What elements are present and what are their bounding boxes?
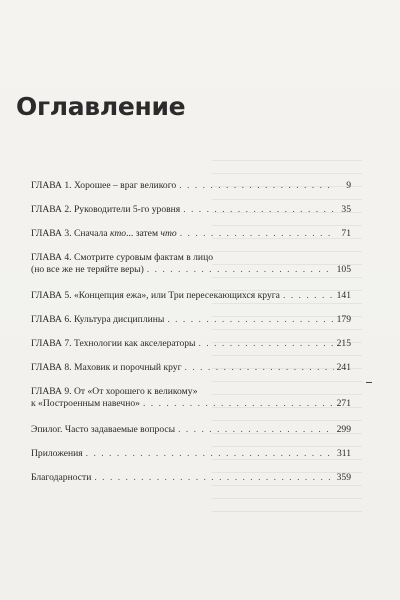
dot-leader xyxy=(178,424,334,436)
margin-mark xyxy=(366,382,372,383)
toc-entry-title: ГЛАВА 5. «Концепция ежа», или Три пересекающихся круга xyxy=(31,290,280,301)
toc-entry-title-line1: ГЛАВА 4. Смотрите суровым фактам в лицо xyxy=(31,252,213,263)
toc-entry-chapter-3[interactable] xyxy=(31,228,351,240)
dot-leader xyxy=(183,204,334,216)
toc-entry-title: ГЛАВА 2. Руководители 5-го уровня xyxy=(31,204,181,215)
dot-leader xyxy=(179,180,334,192)
toc-entry-title: ГЛАВА 8. Маховик и порочный круг xyxy=(31,362,182,373)
toc-page-number: 179 xyxy=(336,314,351,325)
toc-page-number: 299 xyxy=(336,424,351,435)
dot-leader xyxy=(283,290,334,302)
toc-page-number: 311 xyxy=(336,448,351,459)
toc-entry-title: ГЛАВА 3. Сначала кто... затем что xyxy=(31,228,177,239)
toc-entry-title: ГЛАВА 7. Технологии как акселераторы xyxy=(31,338,196,349)
toc-entry-title-line1: ГЛАВА 9. От «От хорошего к великому» xyxy=(31,386,198,397)
page-title: Оглавление xyxy=(16,92,186,121)
dot-leader xyxy=(147,264,334,276)
toc-entry-chapter-9[interactable] xyxy=(31,386,351,410)
toc-entry-chapter-5[interactable] xyxy=(31,290,351,302)
dot-leader xyxy=(86,448,334,460)
toc-page-number: 141 xyxy=(336,290,351,301)
toc-page-number: 105 xyxy=(336,264,351,275)
dot-leader xyxy=(199,338,334,350)
toc-entry-title-line2: к «Построенным навечно» xyxy=(31,398,140,409)
toc-entry-appendices[interactable] xyxy=(31,448,351,460)
toc-entry-title-line2: (но все же не теряйте веры) xyxy=(31,264,144,275)
dot-leader xyxy=(143,398,334,410)
toc-entry-chapter-1[interactable] xyxy=(31,180,351,192)
toc-entry-title: Приложения xyxy=(31,448,83,459)
toc-entry-title: Эпилог. Часто задаваемые вопросы xyxy=(31,424,176,435)
toc-entry-title: Благодарности xyxy=(31,472,92,483)
toc-entry-chapter-8[interactable] xyxy=(31,362,351,374)
dot-leader xyxy=(94,472,333,484)
toc-page-number: 35 xyxy=(341,204,351,215)
toc-entry-epilogue[interactable] xyxy=(31,424,351,436)
toc-page-number: 9 xyxy=(346,180,351,191)
toc-entry-chapter-6[interactable] xyxy=(31,314,351,326)
toc-entry-acknowledgements[interactable] xyxy=(31,472,351,484)
toc-entry-chapter-7[interactable] xyxy=(31,338,351,350)
dot-leader xyxy=(167,314,333,326)
toc-page-number: 215 xyxy=(336,338,351,349)
toc-page-number: 271 xyxy=(336,398,351,409)
toc-page-number: 359 xyxy=(336,472,351,483)
toc-entry-title: ГЛАВА 6. Культура дисциплины xyxy=(31,314,165,325)
toc-page-number: 71 xyxy=(341,228,351,239)
dot-leader xyxy=(185,362,334,374)
toc-entry-chapter-4[interactable] xyxy=(31,252,351,276)
toc-entry-title: ГЛАВА 1. Хорошее – враг великого xyxy=(31,180,177,191)
toc-page-number: 241 xyxy=(336,362,351,373)
toc-entry-chapter-2[interactable] xyxy=(31,204,351,216)
dot-leader xyxy=(180,228,334,240)
